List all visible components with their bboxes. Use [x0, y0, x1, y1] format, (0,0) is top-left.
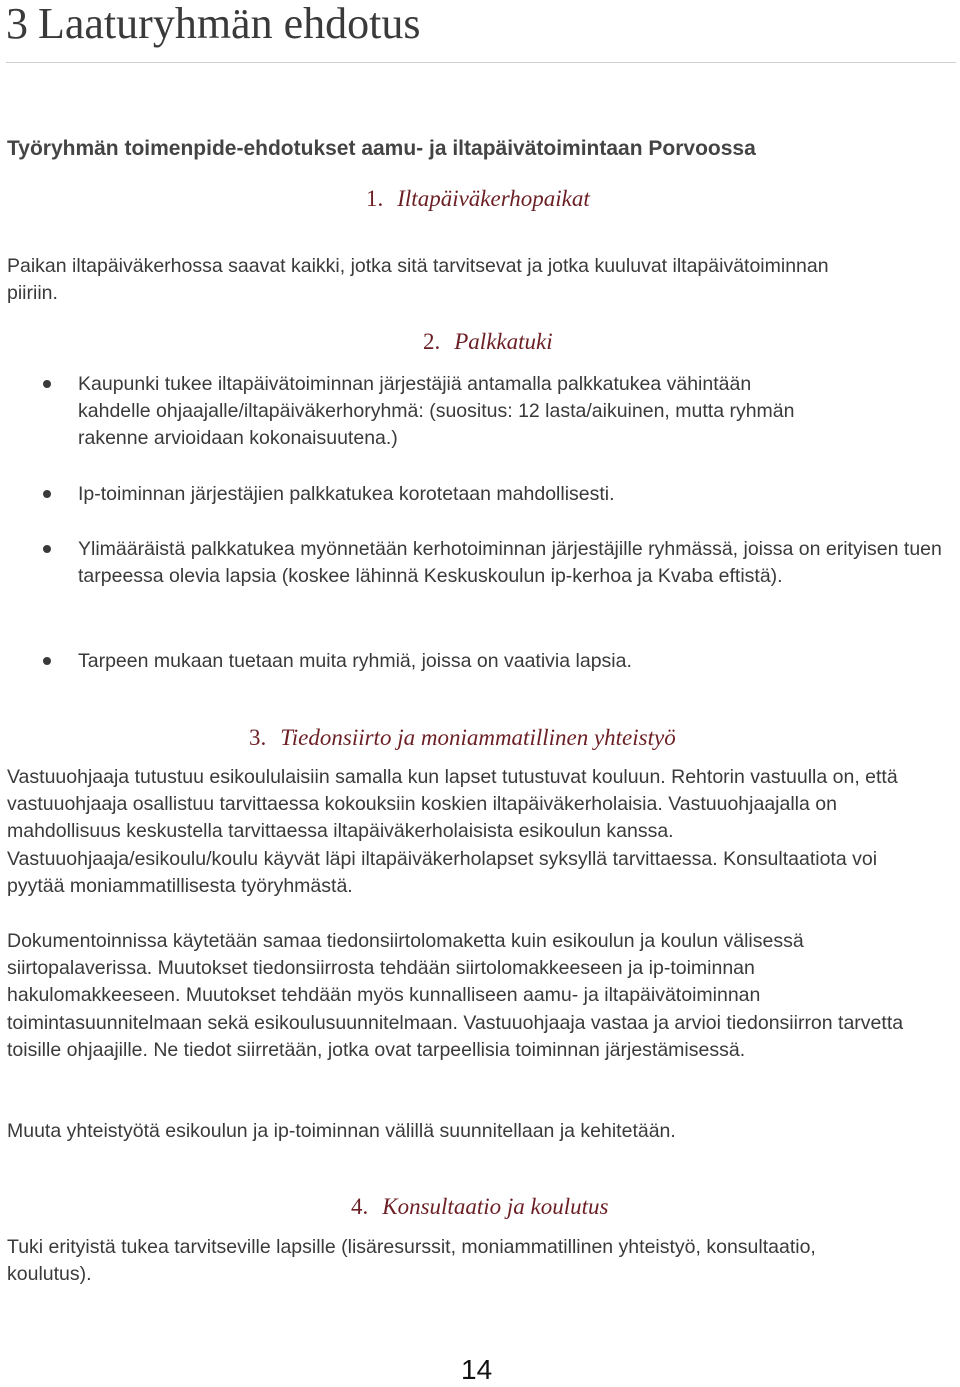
bullet-dot: [43, 380, 51, 388]
section-3-paragraph-3: Muuta yhteistyötä esikoulun ja ip-toiminnan välillä suunnitellaan ja kehitetään.: [7, 1120, 676, 1142]
section-4-paragraph: Tuki erityistä tukea tarvitseville lapsille (lisäresurssit, moniammatillinen yhteistyö, konsultaatio, koulutus).: [7, 1236, 816, 1286]
chapter-divider: [6, 62, 956, 63]
chapter-heading: [6, 0, 420, 52]
section-3-paragraph-1: Vastuuohjaaja tutustuu esikoululaisiin samalla kun lapset tutustuvat kouluun. Rehtorin vastuulla on, että vastuuohjaaja osallistuu tarvittaessa kokouksiin koskien iltapäiväkerholaisia. Vastuuohjaajalla on mahdollisuus keskustella tarvittaessa iltapäiväkerholaisista esikoulun kanssa. Vastuuohjaaja/esikoulu/koulu käyvät läpi iltapäiväkerholapset syksyllä tarvittaessa. Konsultaatiota voi pyytää moniammatillisesta työryhmästä.: [7, 766, 898, 897]
section-1-heading: [366, 186, 590, 212]
section-1-paragraph: Paikan iltapäiväkerhossa saavat kaikki, jotka sitä tarvitsevat ja jotka kuuluvat iltapäivätoiminnan piiriin.: [7, 255, 829, 305]
section-2-bullet-1: Kaupunki tukee iltapäivätoiminnan järjestäjiä antamalla palkkatukea vähintään kahdelle ohjaajalle/iltapäiväkerhoryhmä: (suositus: 12 lasta/aikuinen, mutta ryhmän rakenne arvioidaan kokonaisuutena.): [78, 373, 795, 450]
chapter-number: 3: [6, 0, 28, 48]
section-2-title: Palkkatuki: [454, 329, 553, 354]
page-number: 14: [461, 1354, 493, 1385]
section-4-title: Konsultaatio ja koulutus: [382, 1194, 609, 1219]
section-2-heading: [423, 329, 553, 355]
section-2-bullet-3: Ylimääräistä palkkatukea myönnetään kerhotoiminnan järjestäjille ryhmässä, joissa on erityisen tuen tarpeessa olevia lapsia (koskee lähinnä Keskuskoulun ip-kerhoa ja Kvaba eftistä).: [78, 538, 942, 588]
section-3-paragraph-2: Dokumentoinnissa käytetään samaa tiedonsiirtolomaketta kuin esikoulun ja koulun välisessä siirtopalaverissa. Muutokset tiedonsiirrosta tehdään siirtolomakkeeseen ja ip-toiminnan hakulomakkeeseen. Muutokset tehdään myös kunnalliseen aamu- ja iltapäivätoiminnan toimintasuunnitelmaan sekä esikoulusuunnitelmaan. Vastuuohjaaja vastaa ja arvioi tiedonsiirron tarvetta toisille ohjaajille. Ne tiedot siirretään, jotka ovat tarpeellisia toiminnan järjestämisessä.: [7, 930, 904, 1061]
section-2-number: 2.: [423, 329, 441, 354]
section-3-heading: [249, 725, 676, 751]
section-1-number: 1.: [366, 186, 384, 211]
section-3-title: Tiedonsiirto ja moniammatillinen yhteistyö: [280, 725, 676, 750]
lead-heading: Työryhmän toimenpide-ehdotukset aamu- ja iltapäivätoimintaan Porvoossa: [7, 137, 756, 160]
bullet-dot: [43, 657, 51, 665]
chapter-title: Laaturyhmän ehdotus: [38, 0, 421, 48]
section-4-number: 4.: [351, 1194, 369, 1219]
section-4-heading: [351, 1194, 608, 1220]
section-2-bullet-4: Tarpeen mukaan tuetaan muita ryhmiä, joissa on vaativia lapsia.: [78, 650, 632, 672]
bullet-dot: [43, 490, 51, 498]
bullet-dot: [43, 545, 51, 553]
section-3-number: 3.: [249, 725, 267, 750]
section-2-bullet-2: Ip-toiminnan järjestäjien palkkatukea korotetaan mahdollisesti.: [78, 483, 615, 505]
section-1-title: Iltapäiväkerhopaikat: [397, 186, 590, 211]
